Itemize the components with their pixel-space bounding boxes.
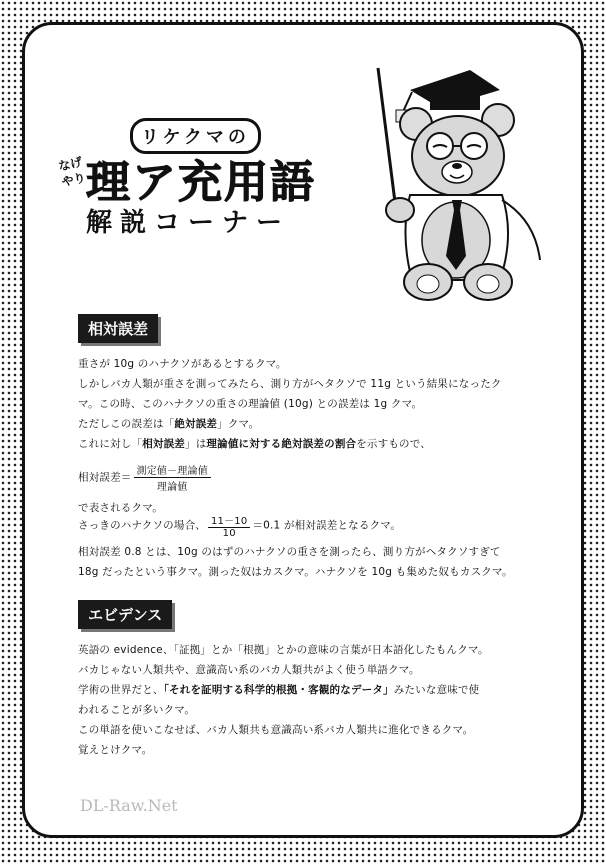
- formula-example: さっきのハナクソの場合、 $\frac{11-10}{10}$ ＝0.1 が相対誤差となるクマ。: [78, 512, 401, 539]
- paragraph-line: マ。この時、このハナクソの重さの理論値 (10g) との誤差は 1g クマ。: [78, 398, 423, 410]
- paragraph-line: われることが多いクマ。: [78, 704, 196, 716]
- paragraph-line: この単語を使いこなせば、バカ人類共も意識高い系バカ人類共に進化できるクマ。: [78, 724, 474, 736]
- emphasis-text: 「それを証明する科学的根拠・客観的なデータ」: [163, 684, 394, 696]
- paragraph-line: 学術の世界だと、「それを証明する科学的根拠・客観的なデータ」みたいな意味で使: [78, 684, 480, 696]
- paragraph-line: ただしこの誤差は「絶対誤差」クマ。: [78, 418, 260, 430]
- paragraph-line: 18g だったという事クマ。測った奴はカスクマ。ハナクソを 10g も集めた奴もカスクマ。: [78, 566, 513, 578]
- emphasis-text: 絶対誤差: [174, 418, 218, 430]
- paragraph-line: 相対誤差 0.8 とは、10g のはずのハナクソの重さを測ったら、測り方がヘタクソすぎて: [78, 546, 501, 558]
- paragraph-line: これに対し「相対誤差」は理論値に対する絶対誤差の割合を示すもので、: [78, 438, 431, 450]
- formula-relative-error: 相対誤差＝ $\frac{\text{測定値－理論値}}{\text{理論値}}$: [78, 462, 213, 493]
- paragraph-line: しかしバカ人類が重さを測ってみたら、測り方がヘタクソで 11g という結果になったク: [78, 378, 502, 390]
- section-heading-relative-error: 相対誤差: [78, 314, 158, 343]
- paragraph-line: で表されるクマ。: [78, 502, 163, 514]
- title-sub: 解説コーナー: [86, 208, 291, 238]
- title-block: [57, 118, 360, 238]
- formula-fraction: $\frac{11-10}{10}$: [208, 512, 250, 539]
- watermark: DL-Raw.Net: [80, 796, 178, 815]
- title-main: 理ア充用語: [86, 157, 316, 208]
- emphasis-text: 相対誤差: [142, 438, 186, 450]
- paragraph-line: バカじゃない人類共や、意識高い系のバカ人類共がよく使う単語クマ。: [78, 664, 420, 676]
- paragraph-line: 覚えとけクマ。: [78, 744, 153, 756]
- bear-professor-illustration: [350, 60, 560, 310]
- paragraph-line: 重さが 10g のハナクソがあるとするクマ。: [78, 358, 287, 370]
- formula-fraction: $\frac{\text{測定値－理論値}}{\text{理論値}}$: [134, 462, 211, 493]
- title-side-text: なげ やり: [57, 154, 87, 190]
- emphasis-text: 理論値に対する絶対誤差の割合: [206, 438, 357, 450]
- paragraph-line: 英語の evidence、「証拠」とか「根拠」とかの意味の言葉が日本語化したもんクマ。: [78, 644, 489, 656]
- title-series: リケクマの: [130, 118, 261, 154]
- section-heading-evidence: エビデンス: [78, 600, 172, 629]
